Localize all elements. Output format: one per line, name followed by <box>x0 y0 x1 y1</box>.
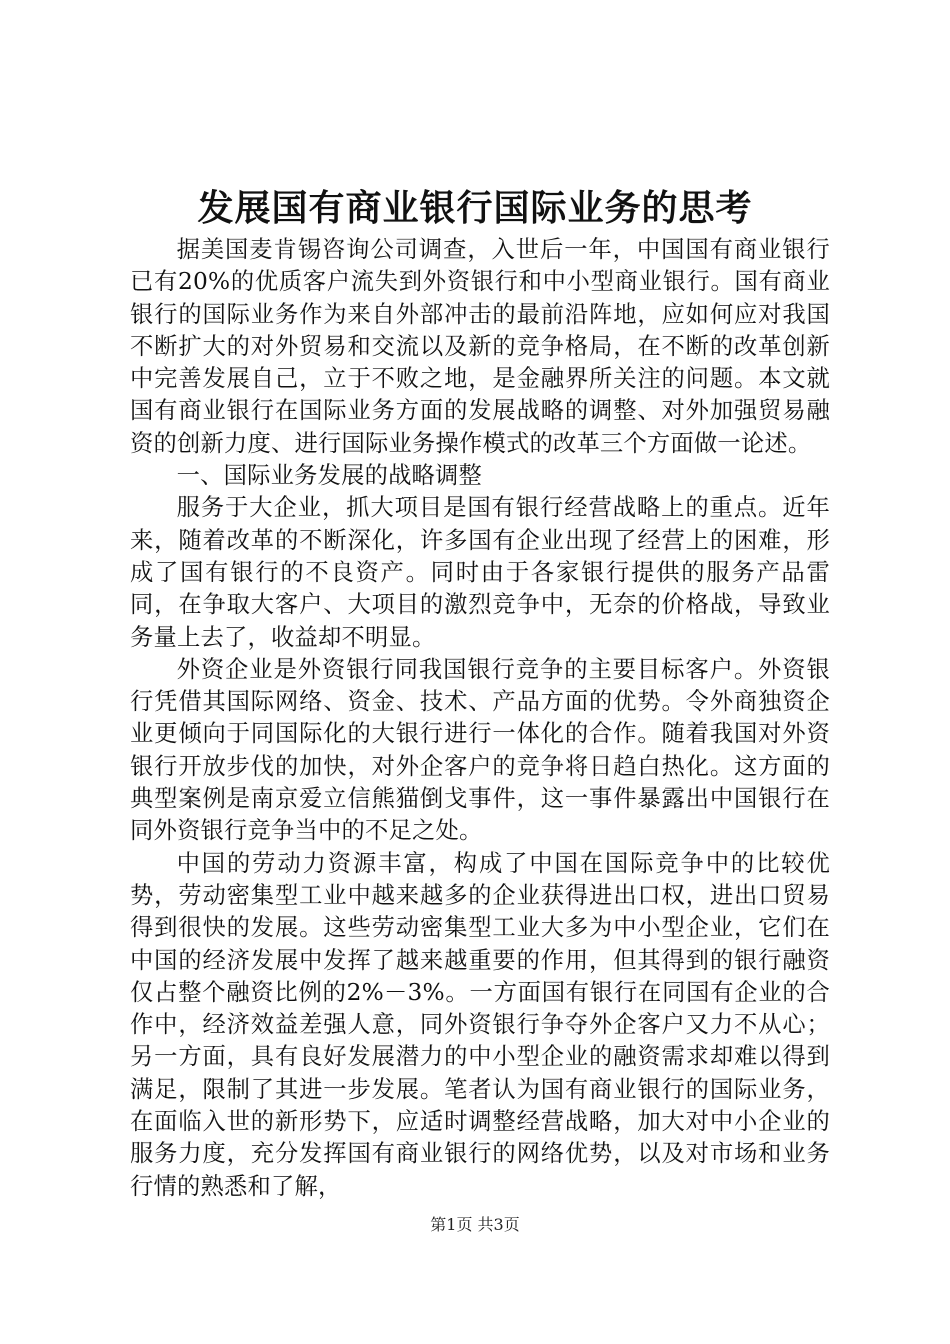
paragraph-labor-resources: 中国的劳动力资源丰富，构成了中国在国际竞争中的比较优势，劳动密集型工业中越来越多的企业获得进出口权，进出口贸易得到很快的发展。这些劳动密集型工业大多为中小型企业，它们在中国的经济发展中发挥了越来越重要的作用，但其得到的银行融资仅占整个融资比例的2%－3%。一方面国有银行在同国有企业的合作中，经济效益差强人意，同外资银行争夺外企客户又力不从心；另一方面，具有良好发展潜力的中小型企业的融资需求却难以得到满足，限制了其进一步发展。笔者认为国有商业银行的国际业务，在面临入世的新形势下，应适时调整经营战略，加大对中小企业的服务力度，充分发挥国有商业银行的网络优势，以及对市场和业务行情的熟悉和了解， <box>130 849 830 1200</box>
paragraph-large-enterprises: 服务于大企业，抓大项目是国有银行经营战略上的重点。近年来，随着改革的不断深化，许多国有企业出现了经营上的困难，形成了国有银行的不良资产。同时由于各家银行提供的服务产品雷同，在争取大客户、大项目的激烈竞争中，无奈的价格战，导致业务量上去了，收益却不明显。 <box>130 494 830 651</box>
document-title: 发展国有商业银行国际业务的思考 <box>197 187 753 229</box>
paragraph-intro: 据美国麦肯锡咨询公司调查，入世后一年，中国国有商业银行已有20%的优质客户流失到外资银行和中小型商业银行。国有商业银行的国际业务作为来自外部冲击的最前沿阵地，应如何应对我国不断扩大的对外贸易和交流以及新的竞争格局，在不断的改革创新中完善发展自己，立于不败之地，是金融界所关注的问题。本文就国有商业银行在国际业务方面的发展战略的调整、对外加强贸易融资的创新力度、进行国际业务操作模式的改革三个方面做一论述。 <box>130 236 830 457</box>
section-heading: 一、国际业务发展的战略调整 <box>176 462 483 490</box>
document-body <box>130 234 830 1203</box>
page-number-footer: 第1页 共3页 <box>430 1215 520 1234</box>
paragraph-foreign-enterprises: 外资企业是外资银行同我国银行竞争的主要目标客户。外资银行凭借其国际网络、资金、技术、产品方面的优势。令外商独资企业更倾向于同国际化的大银行进行一体化的合作。随着我国对外资银行开放步伐的加快，对外企客户的竞争将日趋白热化。这方面的典型案例是南京爱立信熊猫倒戈事件，这一事件暴露出中国银行在同外资银行竞争当中的不足之处。 <box>130 655 830 845</box>
